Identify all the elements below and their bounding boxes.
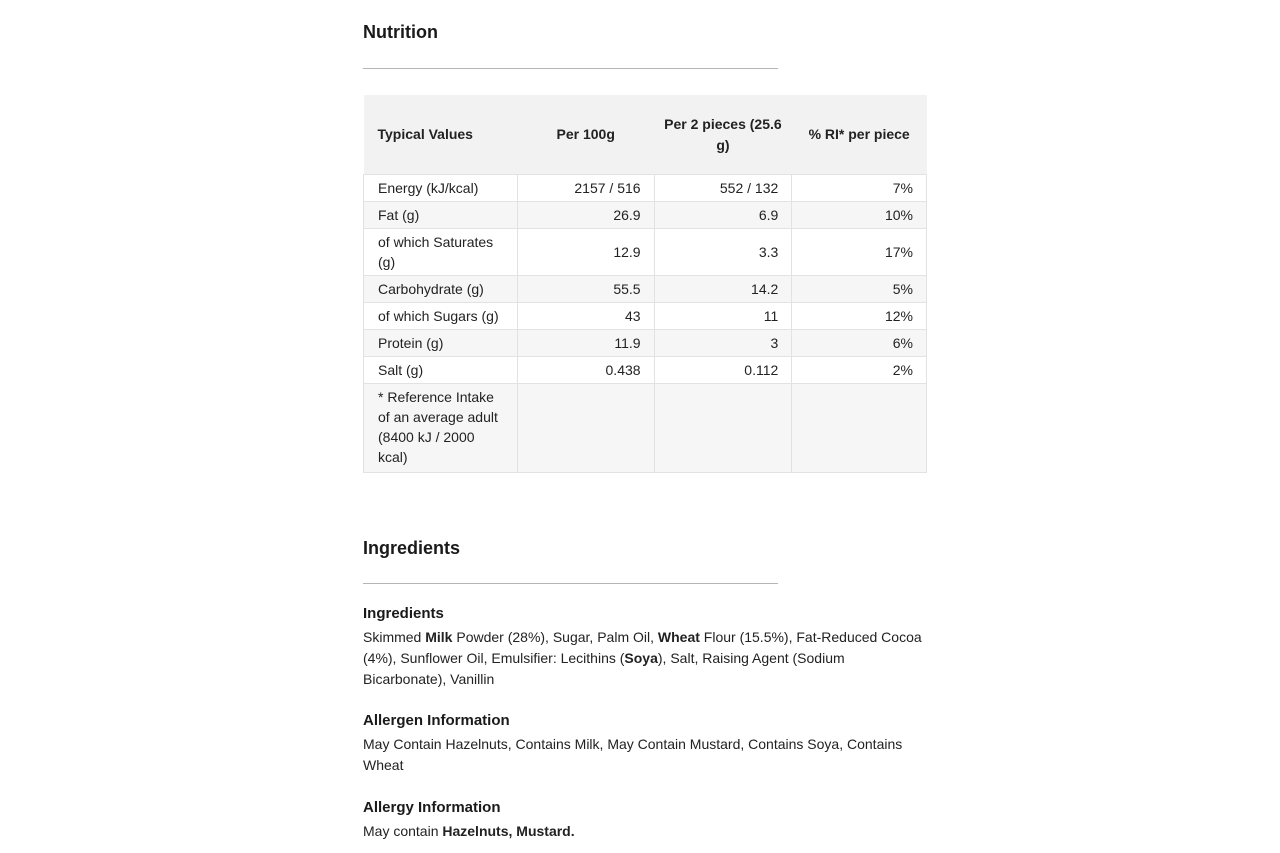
allergy-block	[363, 797, 928, 842]
nutrition-header-row	[364, 95, 927, 175]
nutrition-row-salt	[364, 357, 927, 384]
text-segment: ), Salt, Raising Agent (Sodium Bicarbonate), Vanillin	[363, 650, 845, 687]
empty-cell	[517, 384, 654, 473]
nutrition-divider	[363, 68, 778, 69]
empty-cell	[792, 384, 927, 473]
nutrition-row-energy	[364, 175, 927, 202]
per-100g-value: 12.9	[517, 229, 654, 276]
per-100g-value: 43	[517, 303, 654, 330]
per-portion-value: 3	[654, 330, 792, 357]
row-label: of which Sugars (g)	[364, 303, 518, 330]
per-portion-value: 11	[654, 303, 792, 330]
ri-value: 5%	[792, 276, 927, 303]
text-segment: Skimmed	[363, 629, 426, 645]
header-typical-values: Typical Values	[364, 95, 518, 175]
allergy-text	[363, 821, 928, 842]
allergen-emphasis: Hazelnuts, Mustard.	[442, 823, 575, 839]
ri-value: 2%	[792, 357, 927, 384]
nutrition-footnote-row	[364, 384, 927, 473]
nutrition-row-carbohydrate	[364, 276, 927, 303]
per-portion-value: 0.112	[654, 357, 792, 384]
per-100g-value: 0.438	[517, 357, 654, 384]
nutrition-row-saturates	[364, 229, 927, 276]
row-label: Protein (g)	[364, 330, 518, 357]
ingredients-title: Ingredients	[363, 538, 461, 558]
ri-value: 6%	[792, 330, 927, 357]
per-100g-value: 55.5	[517, 276, 654, 303]
nutrition-title: Nutrition	[363, 22, 438, 42]
nutrition-row-sugars	[364, 303, 927, 330]
row-label: Carbohydrate (g)	[364, 276, 518, 303]
row-label: Energy (kJ/kcal)	[364, 175, 518, 202]
header-per-2-pieces: Per 2 pieces (25.6 g)	[654, 95, 792, 175]
allergen-text: May Contain Hazelnuts, Contains Milk, May Contain Mustard, Contains Soya, Contains Wheat	[363, 736, 903, 773]
row-label: Salt (g)	[364, 357, 518, 384]
ri-value: 12%	[792, 303, 927, 330]
text-segment: May contain	[363, 823, 443, 839]
nutrition-row-fat	[364, 202, 927, 229]
ingredients-block	[363, 603, 928, 690]
allergy-heading: Allergy Information	[363, 799, 501, 816]
text-segment: Powder (28%), Sugar, Palm Oil,	[452, 629, 658, 645]
allergen-heading: Allergen Information	[363, 712, 510, 729]
allergen-emphasis: Milk	[425, 629, 453, 645]
per-portion-value: 14.2	[654, 276, 792, 303]
reference-intake-footnote: * Reference Intake of an average adult (8400 kJ / 2000 kcal)	[364, 384, 518, 473]
per-portion-value: 6.9	[654, 202, 792, 229]
header-per-100g: Per 100g	[517, 95, 654, 175]
allergen-block	[363, 710, 928, 776]
row-label: Fat (g)	[364, 202, 518, 229]
ingredients-text	[363, 627, 928, 690]
ingredients-heading: Ingredients	[363, 605, 444, 622]
nutrition-table	[363, 95, 927, 473]
empty-cell	[654, 384, 792, 473]
ingredients-divider	[363, 583, 778, 584]
per-100g-value: 26.9	[517, 202, 654, 229]
ri-value: 7%	[792, 175, 927, 202]
allergen-emphasis: Wheat	[657, 629, 700, 645]
text-segment: Flour (15.5%), Fat-Reduced Cocoa (4%), Sunflower Oil, Emulsifier: Lecithins (	[363, 629, 922, 666]
per-portion-value: 3.3	[654, 229, 792, 276]
header-ri-per-piece: % RI* per piece	[792, 95, 927, 175]
ri-value: 10%	[792, 202, 927, 229]
per-100g-value: 2157 / 516	[517, 175, 654, 202]
per-portion-value: 552 / 132	[654, 175, 792, 202]
ri-value: 17%	[792, 229, 927, 276]
per-100g-value: 11.9	[517, 330, 654, 357]
nutrition-row-protein	[364, 330, 927, 357]
allergen-emphasis: Soya	[624, 650, 658, 666]
row-label: of which Saturates (g)	[364, 229, 518, 276]
